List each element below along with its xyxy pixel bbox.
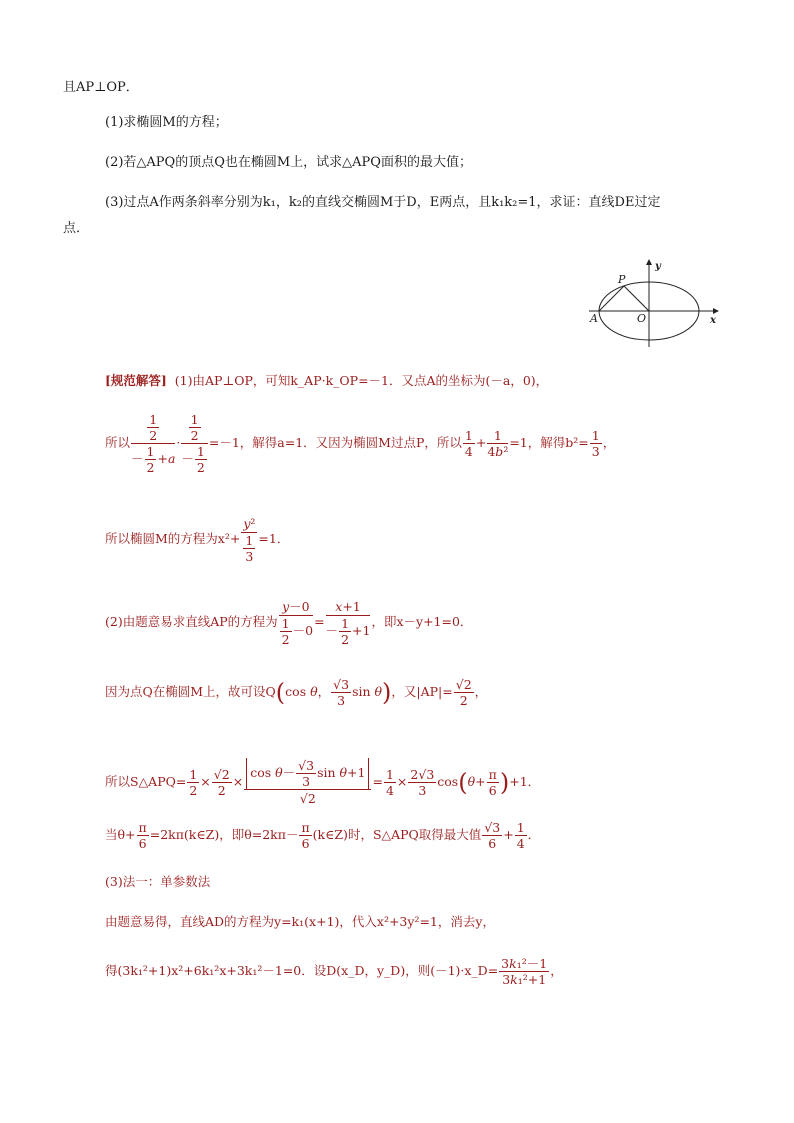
text-area: 所以S△APQ=: [105, 774, 187, 789]
solution-text-1: (1)由AP⊥OP，可知k_AP·k_OP=－1．又点A的坐标为(－a，0)，: [174, 373, 549, 388]
fraction-kop: $\frac{1}{2}$ － $\frac{1}{2}$: [181, 412, 207, 475]
solution-line-6: 所以S△APQ= $\frac{1}{2}$ × $\frac{√2}{2}$ × cos θ－ $\frac{√3}{3}$ sin θ+1 √2 = $\frac{1}{4}$ × $\frac{2√3}{3}$ cos(θ+ $\frac{\pi}{6}$ )+1．: [105, 758, 541, 806]
ellipse-figure: [585, 255, 725, 355]
text-quadratic: 得(3k₁²+1)x²+6k₁²x+3k₁²－1=0．设D(x_D，y_D)，则(－1)·x_D=: [105, 963, 499, 978]
solution-line-4: [105, 598, 472, 647]
text-line-ap: (2)由题意易求直线AP的方程为: [105, 614, 278, 629]
text-plus-1: +1．: [509, 774, 541, 789]
fraction-y2-over-third: $\frac{\text{y²}}{\frac{1}{3}}$: [243, 516, 256, 564]
text-solve-a: =－1，解得a=1．又因为椭圆M过点P，所以: [208, 435, 462, 450]
question-3-line-2: 点．: [63, 221, 90, 236]
text-equals: =: [314, 614, 325, 629]
text-equals-2: =: [372, 774, 383, 789]
fraction-pi-over-6-c: $\frac{\pi}{6}$: [301, 820, 310, 851]
fraction-half: $\frac{1}{2}$: [189, 767, 198, 798]
segment-ap: [599, 286, 624, 311]
label-p: P: [618, 273, 626, 286]
solution-line-7: 当θ+ $\frac{\pi}{6}$ =2kπ(k∈Z)，即θ=2kπ－ $\frac{\pi}{6}$ (k∈Z)时，S△APQ取得最大值 $\frac{√3}{6}$ + $\frac{1}{4}$ ．: [105, 820, 541, 851]
text-suoyi: 所以: [105, 435, 131, 450]
text-ap-length: ，又|AP|=: [391, 684, 453, 699]
fraction-quarter: $\frac{1}{4}$: [464, 428, 473, 459]
solution-tag: [规范解答]: [105, 373, 167, 388]
text-max-area: (k∈Z)时，S△APQ取得最大值: [312, 827, 482, 842]
label-x: x: [710, 315, 716, 326]
text-ellipse-eq: 所以椭圆M的方程为x²+: [105, 531, 241, 546]
fraction-2sqrt3-over-3: $\frac{2√3}{3}$: [410, 767, 435, 798]
text-solve-b: =1，解得b²=: [509, 435, 589, 450]
x-axis-arrow: [713, 308, 719, 314]
fraction-quarter-c: $\frac{1}{4}$: [516, 820, 525, 851]
fraction-sqrt3-over-6: $\frac{√3}{6}$: [484, 820, 501, 851]
question-1: (1)求椭圆M的方程；: [105, 115, 228, 130]
text-period: ．: [527, 827, 541, 842]
fraction-sqrt2-over-2-b: $\frac{√2}{2}$: [213, 767, 230, 798]
solution-line-10: [105, 956, 563, 987]
text-line-result: ，即x－y+1=0．: [371, 614, 473, 629]
solution-line-2: 所以 $\frac{1}{2}$ － $\frac{1}{2}$ +a · $\frac{1}{2}$ － $\frac{1}{2}$ =－1，解得a=1．又因为椭圆M过点P，所以 $\frac{1}{4}$ + $\frac{1}{\text{4b²}}$ =1，解得b²= $\frac{1}{3}$ ，: [105, 412, 616, 475]
fraction-1-over-4b2: $\frac{1}{\text{4b²}}$: [487, 428, 509, 459]
text-comma-2: ，: [474, 684, 488, 699]
fraction-distance: cos θ－ $\frac{√3}{3}$ sin θ+1 √2: [244, 758, 371, 807]
solution-line-9: 由题意易得，直线AD的方程为y=k₁(x+1)，代入x²+3y²=1，消去y，: [105, 914, 495, 929]
label-a: A: [590, 312, 598, 325]
text-comma-3: ，: [550, 963, 563, 978]
solution-line-3: [105, 515, 289, 564]
fraction-pi-over-6-b: $\frac{\pi}{6}$: [138, 820, 147, 851]
fraction-third: $\frac{1}{3}$: [591, 428, 600, 459]
fraction-xd: $\frac{\text{3k₁²－1}}{\text{3k₁²+1}}$: [501, 956, 548, 987]
problem-line-0: 且AP⊥OP．: [63, 80, 139, 95]
text-comma: ，: [602, 435, 616, 450]
fraction-y-minus-0: y－0 $\frac{1}{2}$ －0: [279, 598, 313, 647]
fraction-kap: $\frac{1}{2}$ － $\frac{1}{2}$ +a: [131, 412, 176, 475]
fraction-x-plus-1: x+1 － $\frac{1}{2}$ +1: [325, 599, 371, 647]
text-when-theta: 当θ+: [105, 827, 136, 842]
text-point-q: 因为点Q在椭圆M上，故可设Q: [105, 684, 276, 699]
solution-line-8: (3)法一：单参数法: [105, 874, 211, 889]
segment-op: [624, 286, 649, 311]
fraction-sqrt3-over-3: $\frac{√3}{3}$: [333, 677, 350, 708]
solution-line-1: [105, 372, 548, 390]
fraction-quarter-b: $\frac{1}{4}$: [385, 767, 394, 798]
question-3-line-1: (3)过点A作两条斜率分别为k₁，k₂的直线交椭圆M于D，E两点，且k₁k₂=1，求证：直线DE过定: [105, 195, 661, 210]
fraction-pi-over-6: $\frac{\pi}{6}$: [488, 767, 497, 798]
text-eq-1: =1．: [258, 531, 290, 546]
fraction-sqrt2-over-2: $\frac{√2}{2}$: [455, 677, 472, 708]
y-axis-arrow: [646, 259, 652, 265]
question-2: (2)若△APQ的顶点Q也在椭圆M上，试求△APQ面积的最大值；: [105, 155, 472, 170]
label-o: O: [637, 312, 647, 325]
text-theta-value: =2kπ(k∈Z)，即θ=2kπ－: [149, 827, 299, 842]
label-y: y: [655, 261, 661, 272]
solution-line-5: 因为点Q在椭圆M上，故可设Q(cos θ， $\frac{√3}{3}$ sin θ)，又|AP|= $\frac{√2}{2}$ ，: [105, 677, 488, 708]
